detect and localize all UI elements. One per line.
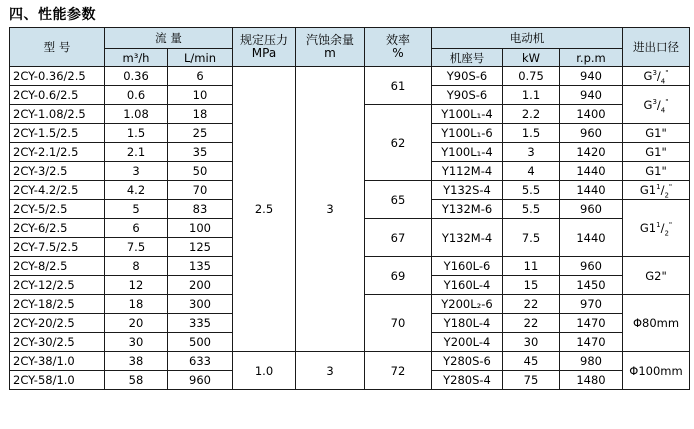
motor-frame-cell: Y100L₁-6 (432, 124, 503, 143)
port-cell: $G^3/_4^"$ (623, 86, 690, 124)
flow-lmin-cell: 50 (168, 162, 233, 181)
motor-kw-cell: 22 (503, 314, 560, 333)
model-cell: 2CY-12/2.5 (10, 276, 105, 295)
model-cell: 2CY-8/2.5 (10, 257, 105, 276)
model-cell: 2CY-2.1/2.5 (10, 143, 105, 162)
motor-rpm-cell: 1450 (560, 276, 623, 295)
motor-rpm-cell: 1440 (560, 181, 623, 200)
motor-frame-cell: Y132M-6 (432, 200, 503, 219)
flow-m3h-cell: 6 (105, 219, 168, 238)
motor-rpm-cell: 940 (560, 67, 623, 86)
port-cell: G1" (623, 162, 690, 181)
flow-lmin-cell: 960 (168, 371, 233, 390)
model-cell: 2CY-1.08/2.5 (10, 105, 105, 124)
header-motor-kw: kW (503, 49, 560, 67)
motor-rpm-cell: 960 (560, 257, 623, 276)
flow-lmin-cell: 10 (168, 86, 233, 105)
motor-frame-cell: Y200L₂-6 (432, 295, 503, 314)
motor-frame-cell: Y90S-6 (432, 86, 503, 105)
header-flow-lmin: L/min (168, 49, 233, 67)
motor-kw-cell: 3 (503, 143, 560, 162)
efficiency-cell: 65 (365, 181, 432, 219)
model-cell: 2CY-0.6/2.5 (10, 86, 105, 105)
flow-m3h-cell: 4.2 (105, 181, 168, 200)
motor-rpm-cell: 940 (560, 86, 623, 105)
motor-rpm-cell: 1470 (560, 314, 623, 333)
section-title: 四、性能参数 (9, 7, 96, 23)
motor-kw-cell: 4 (503, 162, 560, 181)
port-cell: $G1^1/_2^"$ (623, 181, 690, 200)
motor-frame-cell: Y132S-4 (432, 181, 503, 200)
model-cell: 2CY-4.2/2.5 (10, 181, 105, 200)
motor-frame-cell: Y100L₁-4 (432, 143, 503, 162)
flow-lmin-cell: 35 (168, 143, 233, 162)
flow-lmin-cell: 100 (168, 219, 233, 238)
port-cell: Φ80mm (623, 295, 690, 352)
header-model: 型 号 (10, 28, 105, 67)
flow-lmin-cell: 135 (168, 257, 233, 276)
port-cell: $G1^1/_2^"$ (623, 200, 690, 257)
port-cell: Φ100mm (623, 352, 690, 390)
flow-lmin-cell: 300 (168, 295, 233, 314)
model-cell: 2CY-30/2.5 (10, 333, 105, 352)
port-cell: G2" (623, 257, 690, 295)
flow-m3h-cell: 18 (105, 295, 168, 314)
efficiency-cell: 69 (365, 257, 432, 295)
flow-m3h-cell: 7.5 (105, 238, 168, 257)
header-pressure: 规定压力 MPa (233, 28, 296, 67)
header-motor: 电动机 (432, 28, 623, 49)
flow-m3h-cell: 5 (105, 200, 168, 219)
model-cell: 2CY-20/2.5 (10, 314, 105, 333)
model-cell: 2CY-1.5/2.5 (10, 124, 105, 143)
model-cell: 2CY-0.36/2.5 (10, 67, 105, 86)
header-port: 进出口径 (623, 28, 690, 67)
table-row (10, 352, 690, 371)
efficiency-cell: 62 (365, 105, 432, 181)
motor-rpm-cell: 1440 (560, 219, 623, 257)
motor-kw-cell: 1.1 (503, 86, 560, 105)
header-motor-rpm: r.p.m (560, 49, 623, 67)
motor-rpm-cell: 1400 (560, 105, 623, 124)
flow-lmin-cell: 335 (168, 314, 233, 333)
flow-m3h-cell: 12 (105, 276, 168, 295)
flow-m3h-cell: 8 (105, 257, 168, 276)
npsh-cell: 3 (296, 352, 365, 390)
header-npsh: 汽蚀余量 m (296, 28, 365, 67)
header-flow-m3h: m³/h (105, 49, 168, 67)
flow-lmin-cell: 633 (168, 352, 233, 371)
motor-rpm-cell: 960 (560, 200, 623, 219)
motor-kw-cell: 30 (503, 333, 560, 352)
motor-kw-cell: 75 (503, 371, 560, 390)
flow-m3h-cell: 0.6 (105, 86, 168, 105)
model-cell: 2CY-58/1.0 (10, 371, 105, 390)
motor-kw-cell: 5.5 (503, 181, 560, 200)
motor-frame-cell: Y90S-6 (432, 67, 503, 86)
motor-kw-cell: 22 (503, 295, 560, 314)
motor-rpm-cell: 1440 (560, 162, 623, 181)
motor-kw-cell: 7.5 (503, 219, 560, 257)
motor-kw-cell: 11 (503, 257, 560, 276)
npsh-cell: 3 (296, 67, 365, 352)
flow-lmin-cell: 500 (168, 333, 233, 352)
model-cell: 2CY-7.5/2.5 (10, 238, 105, 257)
motor-frame-cell: Y160L-4 (432, 276, 503, 295)
flow-m3h-cell: 0.36 (105, 67, 168, 86)
motor-rpm-cell: 1470 (560, 333, 623, 352)
motor-frame-cell: Y100L₁-4 (432, 105, 503, 124)
flow-lmin-cell: 6 (168, 67, 233, 86)
motor-kw-cell: 0.75 (503, 67, 560, 86)
flow-m3h-cell: 2.1 (105, 143, 168, 162)
header-efficiency: 效率 % (365, 28, 432, 67)
motor-frame-cell: Y112M-4 (432, 162, 503, 181)
motor-rpm-cell: 1480 (560, 371, 623, 390)
flow-m3h-cell: 1.08 (105, 105, 168, 124)
flow-m3h-cell: 58 (105, 371, 168, 390)
motor-frame-cell: Y280S-6 (432, 352, 503, 371)
flow-m3h-cell: 20 (105, 314, 168, 333)
model-cell: 2CY-38/1.0 (10, 352, 105, 371)
port-cell: G1" (623, 143, 690, 162)
motor-kw-cell: 45 (503, 352, 560, 371)
flow-lmin-cell: 125 (168, 238, 233, 257)
efficiency-cell: 67 (365, 219, 432, 257)
pressure-cell: 2.5 (233, 67, 296, 352)
motor-frame-cell: Y180L-4 (432, 314, 503, 333)
motor-frame-cell: Y132M-4 (432, 219, 503, 257)
flow-m3h-cell: 1.5 (105, 124, 168, 143)
motor-kw-cell: 1.5 (503, 124, 560, 143)
model-cell: 2CY-18/2.5 (10, 295, 105, 314)
motor-frame-cell: Y200L-4 (432, 333, 503, 352)
flow-lmin-cell: 18 (168, 105, 233, 124)
performance-table (9, 27, 690, 390)
header-flow: 流 量 (105, 28, 233, 49)
motor-rpm-cell: 970 (560, 295, 623, 314)
flow-m3h-cell: 3 (105, 162, 168, 181)
efficiency-cell: 70 (365, 295, 432, 352)
motor-frame-cell: Y160L-6 (432, 257, 503, 276)
flow-m3h-cell: 38 (105, 352, 168, 371)
motor-rpm-cell: 980 (560, 352, 623, 371)
flow-lmin-cell: 200 (168, 276, 233, 295)
motor-kw-cell: 2.2 (503, 105, 560, 124)
motor-kw-cell: 15 (503, 276, 560, 295)
header-motor-frame: 机座号 (432, 49, 503, 67)
flow-lmin-cell: 25 (168, 124, 233, 143)
port-cell: G1" (623, 124, 690, 143)
flow-lmin-cell: 70 (168, 181, 233, 200)
efficiency-cell: 72 (365, 352, 432, 390)
efficiency-cell: 61 (365, 67, 432, 105)
table-row (10, 67, 690, 86)
model-cell: 2CY-3/2.5 (10, 162, 105, 181)
motor-rpm-cell: 960 (560, 124, 623, 143)
flow-lmin-cell: 83 (168, 200, 233, 219)
flow-m3h-cell: 30 (105, 333, 168, 352)
motor-frame-cell: Y280S-4 (432, 371, 503, 390)
model-cell: 2CY-5/2.5 (10, 200, 105, 219)
motor-rpm-cell: 1420 (560, 143, 623, 162)
pressure-cell: 1.0 (233, 352, 296, 390)
model-cell: 2CY-6/2.5 (10, 219, 105, 238)
port-cell: $G^3/_4^"$ (623, 67, 690, 86)
motor-kw-cell: 5.5 (503, 200, 560, 219)
